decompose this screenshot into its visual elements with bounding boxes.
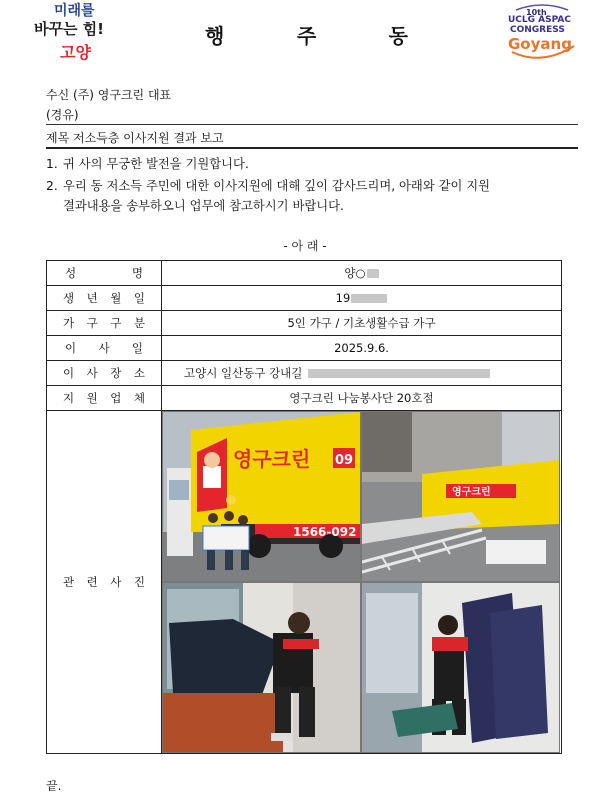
row-value <box>162 286 562 311</box>
row-key <box>47 386 162 411</box>
key-char: 체 <box>133 391 145 405</box>
mattress-photo-icon <box>362 583 559 752</box>
key-char: 가 <box>63 316 75 330</box>
table-row <box>47 286 562 311</box>
key-char: 업 <box>110 391 122 405</box>
photo-worker-mattress <box>361 582 560 753</box>
slogan-line-3: 고양 <box>60 43 91 62</box>
congress-org: UCLG ASPAC <box>508 15 571 25</box>
key-char: 이 <box>65 341 77 355</box>
via-line: (경유) <box>46 108 79 122</box>
key-char: 생 <box>63 291 75 305</box>
key-char: 구 <box>110 316 122 330</box>
row-value <box>162 361 562 386</box>
paragraph-1 <box>46 154 578 174</box>
truck-photo-icon <box>163 412 360 581</box>
photo-grid <box>162 411 560 753</box>
row-key <box>47 411 162 754</box>
truck-phone-text: 1566-092 <box>293 525 357 539</box>
row-key <box>47 311 162 336</box>
key-char: 구 <box>86 316 98 330</box>
truck-brand-text: 영구크린 <box>452 487 491 498</box>
key-char: 소 <box>133 366 145 380</box>
key-char: 사 <box>86 366 98 380</box>
title-char: 동 <box>388 24 410 48</box>
key-char: 사 <box>110 575 122 589</box>
congress-word: CONGRESS <box>510 25 565 35</box>
row-key <box>47 336 162 361</box>
row-key <box>47 286 162 311</box>
photo-worker-window <box>162 582 361 753</box>
key-char: 장 <box>110 366 122 380</box>
key-char: 원 <box>86 391 98 405</box>
key-char: 일 <box>131 341 143 355</box>
photo-truck-front <box>162 411 361 582</box>
subject-line: 제목 저소득층 이사지원 결과 보고 <box>46 131 224 145</box>
key-char: 일 <box>133 291 145 305</box>
row-value <box>162 261 562 286</box>
key-char: 성 <box>65 266 77 280</box>
divider <box>46 124 578 125</box>
section-heading: - 아 래 - <box>283 239 327 253</box>
key-char: 명 <box>131 266 143 280</box>
paragraph-number: 1. <box>46 157 58 171</box>
row-value: 5인 가구 / 기초생활수급 가구 <box>162 311 562 336</box>
key-char: 사 <box>98 341 110 355</box>
table-row <box>47 311 562 336</box>
table-row <box>47 411 562 754</box>
paragraph-number: 2. <box>46 179 58 193</box>
table-row <box>47 336 562 361</box>
building-photo-icon <box>362 412 559 581</box>
key-char: 지 <box>63 391 75 405</box>
truck-brand-text: 영구크린 <box>233 447 311 471</box>
row-value: 2025.9.6. <box>162 336 562 361</box>
row-key <box>47 361 162 386</box>
key-char: 년 <box>86 291 98 305</box>
page-title <box>205 20 410 49</box>
name-value: 양○ <box>344 266 366 280</box>
table-row <box>47 361 562 386</box>
worker-photo-icon <box>163 583 360 752</box>
address-value: 고양시 일산동구 강내길 <box>184 366 303 380</box>
redaction-block <box>308 369 490 378</box>
redaction-block <box>351 294 387 303</box>
key-char: 월 <box>110 291 122 305</box>
redaction-block <box>367 269 379 278</box>
key-char: 분 <box>133 316 145 330</box>
row-value: 영구크린 나눔봉사단 20호점 <box>162 386 562 411</box>
table-row <box>47 386 562 411</box>
birth-value: 19 <box>335 291 351 305</box>
paragraph-continuation: 결과내용을 송부하오니 업무에 참고하시기 바랍니다. <box>63 199 344 213</box>
title-char: 행 <box>205 24 227 48</box>
photo-grid-cell <box>162 411 562 754</box>
info-table <box>46 260 562 754</box>
slogan-line-1: 미래를 <box>54 3 95 19</box>
recipient-line: 수신 (주) 영구크린 대표 <box>46 88 172 102</box>
table-row <box>47 261 562 286</box>
row-key <box>47 261 162 286</box>
paragraph-2 <box>46 176 578 216</box>
key-char: 이 <box>63 366 75 380</box>
key-char: 관 <box>63 575 75 589</box>
uclg-congress-logo <box>506 2 578 62</box>
key-char: 진 <box>133 575 145 589</box>
divider <box>46 147 578 149</box>
title-char: 주 <box>296 24 319 48</box>
paragraph-text: 우리 동 저소득 주민에 대한 이사지원에 대해 깊이 감사드리며, 아래와 같이 지원 <box>63 179 491 193</box>
congress-edition: 10th <box>526 8 547 17</box>
paragraph-text: 귀 사의 무궁한 발전을 기원합니다. <box>63 157 249 171</box>
congress-city: Goyang <box>508 35 572 53</box>
photo-truck-building <box>361 411 560 582</box>
key-char: 련 <box>86 575 98 589</box>
slogan-line-2: 바꾸는 힘! <box>34 20 105 38</box>
truck-number-text: 09 <box>335 453 354 468</box>
end-mark: 끝. <box>46 779 62 793</box>
